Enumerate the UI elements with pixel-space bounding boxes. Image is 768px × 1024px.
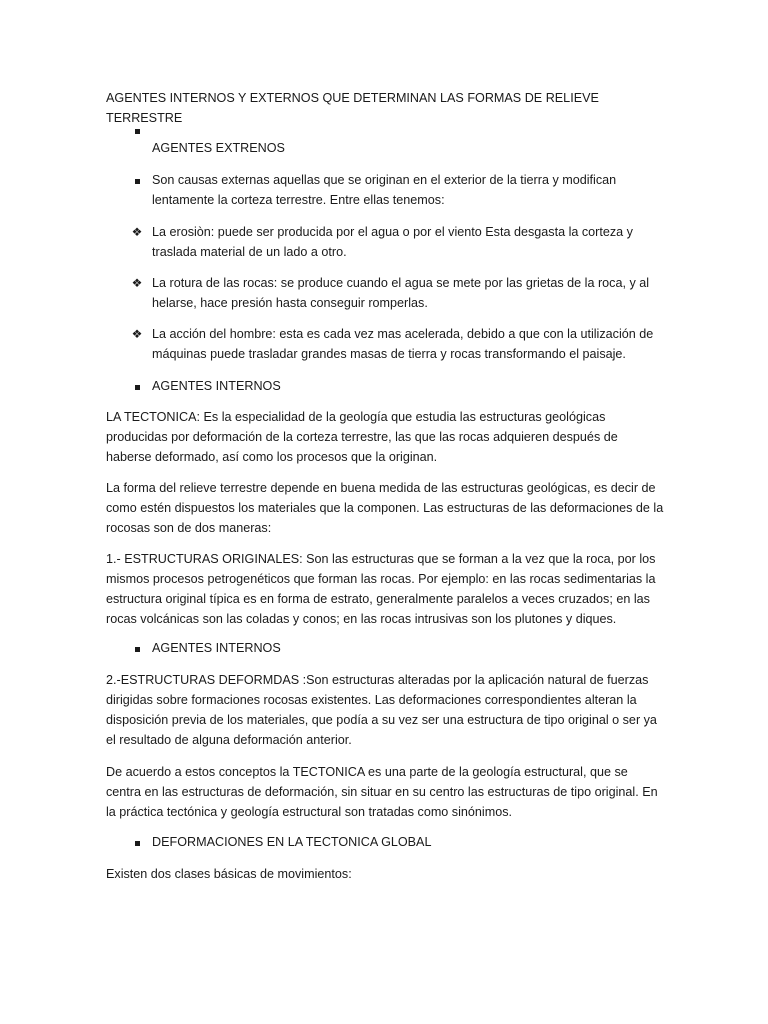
diamond-bullet-icon: ❖ <box>131 327 143 341</box>
square-bullet-icon <box>130 120 144 140</box>
list-item-text: La acción del hombre: esta es cada vez mas acelerada, debido a que con la utilización de máquinas puede trasladar grandes masas de tierra y rocas transformando el paisaje. <box>152 327 654 361</box>
heading-deformaciones: DEFORMACIONES EN LA TECTONICA GLOBAL <box>152 835 432 849</box>
paragraph-tectonica: LA TECTONICA: Es la especialidad de la geología que estudia las estructuras geológicas producidas por deformación de la corteza terrestre, las que las rocas adquieren después de haberse deformado, así como los procesos que la originan. <box>106 410 618 464</box>
diamond-bullet-icon: ❖ <box>131 276 143 290</box>
square-bullet-icon <box>130 170 144 190</box>
diamond-bullet-icon: ❖ <box>131 225 143 239</box>
list-item-text: La rotura de las rocas: se produce cuando el agua se mete por las grietas de la roca, y al helarse, hace presión hasta conseguir romperlas. <box>152 276 650 310</box>
list-item-text: La erosiòn: puede ser producida por el agua o por el viento Esta desgasta la corteza y traslada material de un lado a otro. <box>152 225 633 259</box>
list-item-text: Son causas externas aquellas que se originan en el exterior de la tierra y modifican lentamente la corteza terrestre. Entre ellas tenemos: <box>152 173 617 207</box>
document-title: AGENTES INTERNOS Y EXTERNOS QUE DETERMINAN LAS FORMAS DE RELIEVE TERRESTRE <box>106 91 599 125</box>
paragraph-estructuras-originales: 1.- ESTRUCTURAS ORIGINALES: Son las estructuras que se forman a la vez que la roca, por los mismos procesos petrogenéticos que forman las rocas. Por ejemplo: en las rocas sedimentarias la estructura original típica es en forma de estrato, generalmente paralelos a veces cruzados; en las rocas volcánicas son las coladas y conos; en las rocas intrusivas son los plutones y diques. <box>106 552 656 626</box>
heading-agentes-internos: AGENTES INTERNOS <box>152 641 281 655</box>
heading-agentes-extrenos: AGENTES EXTRENOS <box>152 141 285 155</box>
paragraph-estructuras-deformadas: 2.-ESTRUCTURAS DEFORMDAS :Son estructuras alteradas por la aplicación natural de fuerzas dirigidas sobre formaciones rocosas existentes. Las deformaciones correspondientes alteran la disposición previa de los materiales, que podía a su vez ser una estructura de tipo original o ser ya el resultado de alguna deformación anterior. <box>106 673 657 747</box>
paragraph-conceptos: De acuerdo a estos conceptos la TECTONICA es una parte de la geología estructural, que se centra en las estructuras de deformación, sin situar en su centro las estructuras de tipo original. En la práctica tectónica y geología estructural son tratadas como sinónimos. <box>106 765 658 819</box>
square-bullet-icon <box>130 638 144 658</box>
heading-agentes-internos: AGENTES INTERNOS <box>152 379 281 393</box>
paragraph-relieve: La forma del relieve terrestre depende en buena medida de las estructuras geológicas, es decir de como estén dispuestos los materiales que la componen. Las estructuras de las deformaciones de la rocosas son de dos maneras: <box>106 481 664 535</box>
square-bullet-icon <box>130 376 144 396</box>
paragraph-movimientos: Existen dos clases básicas de movimientos: <box>106 867 352 881</box>
square-bullet-icon <box>130 832 144 852</box>
